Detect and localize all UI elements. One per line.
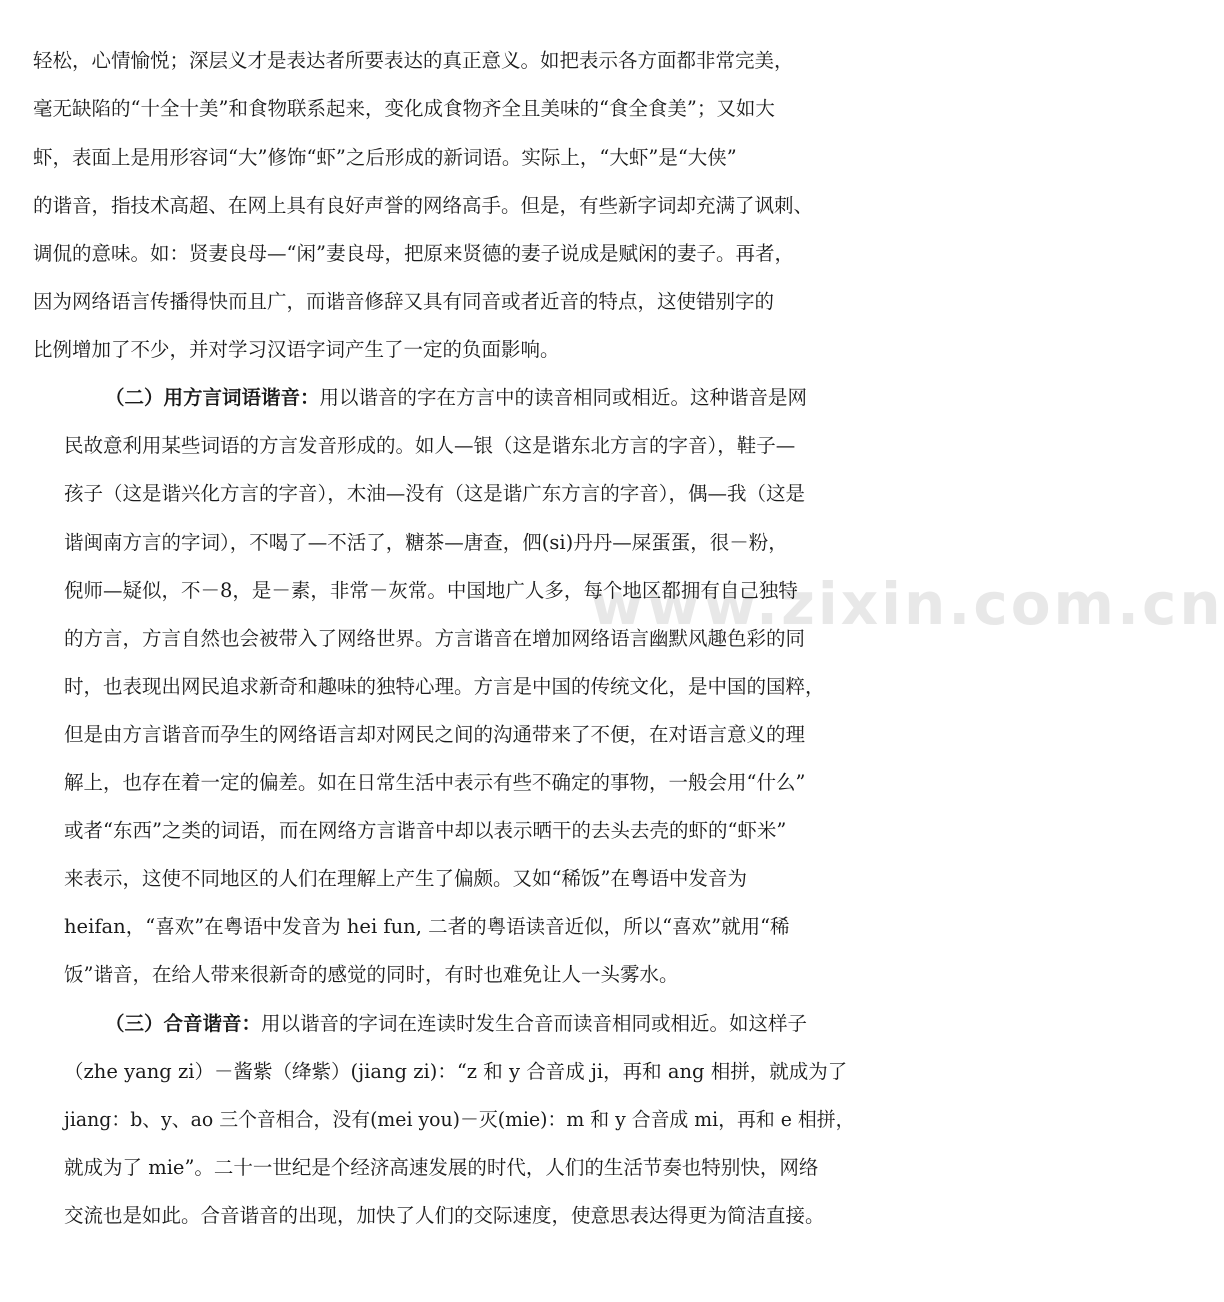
watermark: www.zixin.com.cn <box>590 570 1224 638</box>
text-line: 来表示，这使不同地区的人们在理解上产生了偏颇。又如“稀饭”在粤语中发音为 <box>64 867 747 890</box>
text-line: 虾，表面上是用形容词“大”修饰“虾”之后形成的新词语。实际上，“大虾”是“大侠” <box>33 146 737 169</box>
section-heading: （三）合音谐音： <box>105 1012 262 1035</box>
text-line: heifan，“喜欢”在粤语中发音为 hei fun, 二者的粤语读音近似，所以“喜欢”就用“稀 <box>64 915 790 938</box>
text-line: 因为网络语言传播得快而且广，而谐音修辞又具有同音或者近音的特点，这使错别字的 <box>33 290 775 313</box>
text-line: 倪师—疑似，不－8，是－素，非常－灰常。中国地广人多，每个地区都拥有自己独特 <box>64 579 798 602</box>
text-line: 的谐音，指技术高超、在网上具有良好声誉的网络高手。但是，有些新字词却充满了讽刺、 <box>33 194 814 217</box>
text-line: jiang：b、y、ao 三个音相合，没有(mei you)－灭(mie)：m 和 y 合音成 mi，再和 e 相拼， <box>64 1108 855 1131</box>
text-line: 毫无缺陷的“十全十美”和食物联系起来，变化成食物齐全且美味的“食全食美”；又如大 <box>33 97 775 120</box>
text-line: 但是由方言谐音而孕生的网络语言却对网民之间的沟通带来了不便，在对语言意义的理 <box>64 723 806 746</box>
text-line: 或者“东西”之类的词语，而在网络方言谐音中却以表示晒干的去头去壳的虾的“虾米” <box>64 819 787 842</box>
section-first-line <box>105 1012 865 1036</box>
text-line: 谐闽南方言的字词），不喝了—不活了，糖茶—唐查，伵(si)丹丹—屎蛋蛋，很－粉， <box>64 531 788 554</box>
text-line: （zhe yang zi）－酱紫（绛紫）(jiang zi)：“z 和 y 合音成 ji，再和 ang 相拼，就成为了 <box>64 1060 848 1083</box>
text-line: 的方言，方言自然也会被带入了网络世界。方言谐音在增加网络语言幽默风趣色彩的同 <box>64 627 806 650</box>
section-first-line-text: 用以谐音的字词在连读时发生合音而读音相同或相近。如这样子 <box>261 1012 808 1035</box>
text-line: 就成为了 mie”。二十一世纪是个经济高速发展的时代，人们的生活节奏也特别快，网络 <box>64 1156 819 1179</box>
section-first-line <box>105 386 865 410</box>
text-line: 解上，也存在着一定的偏差。如在日常生活中表示有些不确定的事物，一般会用“什么” <box>64 771 806 794</box>
text-line: 轻松，心情愉悦；深层义才是表达者所要表达的真正意义。如把表示各方面都非常完美， <box>33 49 794 72</box>
section-heading: （二）用方言词语谐音： <box>105 386 320 409</box>
text-line: 时，也表现出网民追求新奇和趣味的独特心理。方言是中国的传统文化，是中国的国粹， <box>64 675 825 698</box>
text-line: 饭”谐音，在给人带来很新奇的感觉的同时，有时也难免让人一头雾水。 <box>64 963 679 986</box>
text-line: 调侃的意味。如：贤妻良母—“闲”妻良母，把原来贤德的妻子说成是赋闲的妻子。再者， <box>33 242 794 265</box>
text-line: 比例增加了不少，并对学习汉语字词产生了一定的负面影响。 <box>33 338 560 361</box>
text-line: 孩子（这是谐兴化方言的字音），木油—没有（这是谐广东方言的字音），偶—我（这是 <box>64 482 806 505</box>
text-line: 交流也是如此。合音谐音的出现，加快了人们的交际速度，使意思表达得更为简洁直接。 <box>64 1204 825 1227</box>
section-first-line-text: 用以谐音的字在方言中的读音相同或相近。这种谐音是网 <box>319 386 808 409</box>
text-line: 民故意利用某些词语的方言发音形成的。如人—银（这是谐东北方言的字音），鞋子— <box>64 434 796 457</box>
